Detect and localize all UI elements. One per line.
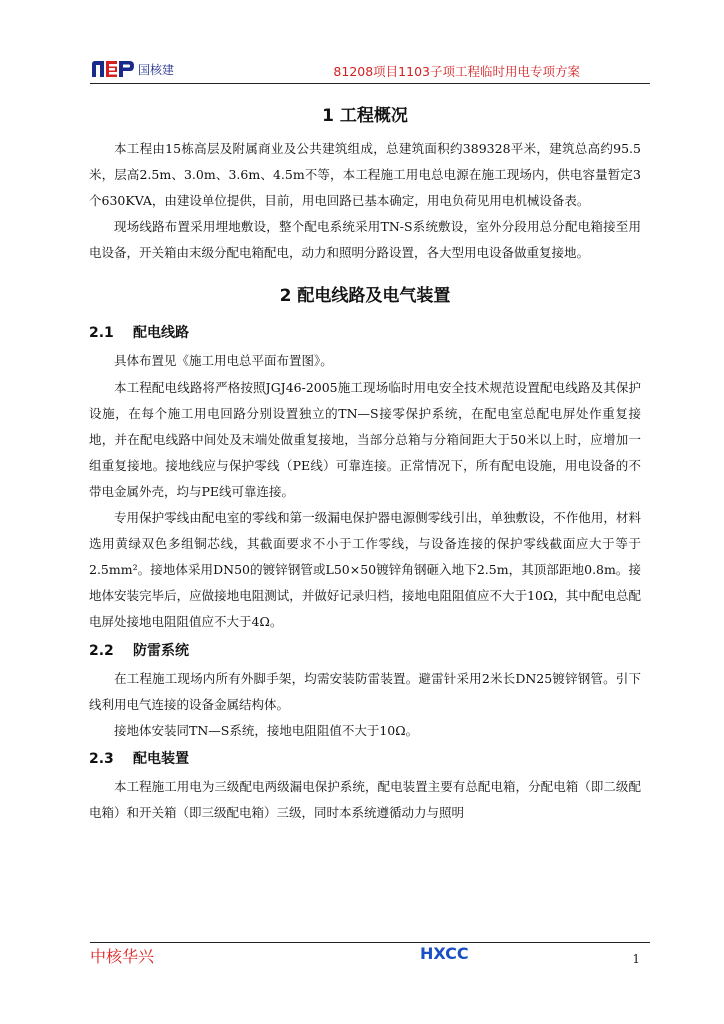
subsection-title: 防雷系统	[133, 642, 189, 659]
page-number: 1	[632, 952, 640, 966]
section-heading-1: 1 工程概况	[322, 106, 408, 126]
page-header	[90, 58, 650, 84]
header-title: 81208项目1103子项工程临时用电专项方案	[333, 64, 580, 79]
subsection-heading-2-2	[89, 636, 641, 666]
paragraph: 在工程施工现场内所有外脚手架，均需安装防雷装置。避雷针采用2米长DN25镀锌钢管。引下线利用电气连接的设备金属结构体。	[89, 670, 641, 712]
subsection-heading-2-1	[89, 318, 641, 348]
nep-logo-icon	[90, 59, 136, 79]
paragraph: 现场线路布置采用埋地敷设，整个配电系统采用TN-S系统敷设，室外分段用总分配电箱接至用电设备，开关箱由末级分配电箱配电，动力和照明分路设置，各大型用电设备做重复接地。	[89, 219, 641, 261]
document-body	[89, 100, 641, 826]
footer-company: 中核华兴	[90, 947, 155, 966]
subsection-title: 配电装置	[133, 750, 189, 767]
paragraph: 专用保护零线由配电室的零线和第一级漏电保护器电源侧零线引出，单独敷设，不作他用，材料选用黄绿双色多组铜芯线，其截面要求不小于工作零线，与设备连接的保护零线截面应大于等于2.5mm²。接地体采用DN50的镀锌钢管或L50×50镀锌角钢砸入地下2.5m，其顶部距地0.8m。接地体安装完毕后，应做接地电阻测试，并做好记录归档，接地电阻阻值应不大于10Ω，其中配电总配电屏处接地电阻阻值应不大于4Ω。	[89, 510, 641, 630]
header-divider	[90, 83, 650, 84]
paragraph: 本工程配电线路将严格按照JGJ46-2005施工现场临时用电安全技术规范设置配电线路及其保护设施，在每个施工用电回路分别设置独立的TN—S接零保护系统，在配电室总配电屏处作重复接地，并在配电线路中间处及末端处做重复接地，当部分总箱与分箱间距大于50米以上时，应增加一组重复接地。接地线应与保护零线（PE线）可靠连接。正常情况下，所有配电设施，用电设备的不带电金属外壳，均与PE线可靠连接。	[89, 379, 641, 499]
paragraph: 本工程施工用电为三级配电两级漏电保护系统，配电装置主要有总配电箱，分配电箱（即二级配电箱）和开关箱（即三级配电箱）三级，同时本系统遵循动力与照明	[89, 778, 641, 820]
logo-text: 国核建	[138, 62, 175, 77]
section-heading-2: 2 配电线路及电气装置	[279, 286, 451, 307]
paragraph: 具体布置见《施工用电总平面布置图》。	[114, 353, 333, 369]
company-logo	[90, 58, 174, 80]
subsection-title: 配电线路	[133, 325, 189, 342]
paragraph: 接地体安装同TN—S系统，接地电阻阻值不大于10Ω。	[114, 722, 419, 738]
paragraph: 本工程由15栋高层及附属商业及公共建筑组成，总建筑面积约389328平米，建筑总高约95.5米，层高2.5m、3.0m、3.6m、4.5m不等，本工程施工用电总电源在施工现场内，供电容量暂定3个630KVA，由建设单位提供，目前，用电回路已基本确定，用电负荷见用电机械设备表。	[89, 141, 641, 209]
footer-divider	[90, 942, 650, 943]
subsection-number: 2.3	[89, 750, 114, 767]
page-footer	[90, 942, 650, 972]
subsection-number: 2.1	[89, 325, 114, 342]
subsection-heading-2-3	[89, 744, 641, 774]
footer-brand: HXCC	[420, 944, 469, 963]
subsection-number: 2.2	[89, 642, 114, 659]
